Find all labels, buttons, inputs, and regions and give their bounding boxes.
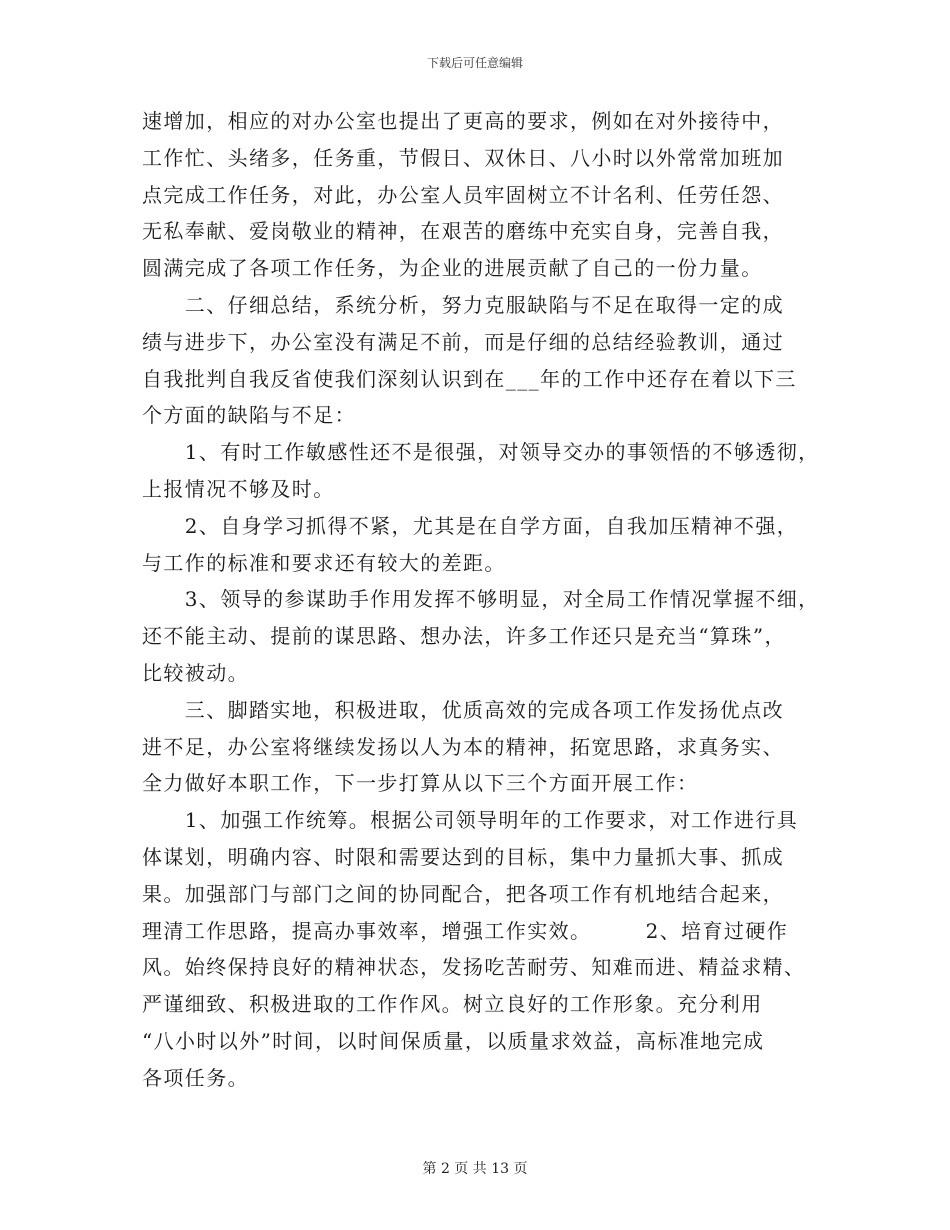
text-line: 严谨细致、积极进取的工作作风。树立良好的工作形象。充分利用: [142, 992, 763, 1017]
text-line: 1、有时工作敏感性还不是很强，对领导交办的事领悟的不够透彻，: [142, 440, 820, 465]
text-line: 工作忙、头绪多，任务重，节假日、双休日、八小时以外常常加班加: [142, 145, 784, 170]
text-line: 理清工作思路，提高办事效率，增强工作实效。 2、培育过硬作: [142, 918, 789, 943]
page-footer: 第 2 页 共 13 页: [422, 1161, 528, 1177]
text-line: 2、自身学习抓得不紧，尤其是在自学方面，自我加压精神不强，: [142, 513, 799, 538]
text-line: 绩与进步下，办公室没有满足不前，而是仔细的总结经验教训，通过: [142, 329, 784, 354]
page-header: 下载后可任意编辑: [426, 56, 523, 70]
text-line: 与工作的标准和要求还有较大的差距。: [142, 550, 506, 575]
document-body: [142, 110, 822, 1104]
text-line: 各项任务。: [142, 1065, 249, 1090]
text-line: 点完成工作任务，对此，办公室人员牢固树立不计名利、任劳任怨、: [142, 182, 784, 207]
text-line: 三、脚踏实地，积极进取，优质高效的完成各项工作发扬优点改: [142, 697, 784, 722]
text-line: 还不能主动、提前的谋思路、想办法，许多工作还只是充当“算珠”，: [142, 624, 786, 649]
text-line: 风。始终保持良好的精神状态，发扬吃苦耐劳、知难而进、精益求精、: [142, 955, 806, 980]
text-line: 果。加强部门与部门之间的协同配合，把各项工作有机地结合起来，: [142, 881, 784, 906]
text-line: 进不足，办公室将继续发扬以人为本的精神，拓宽思路，求真务实、: [142, 734, 784, 759]
text-line: 二、仔细总结，系统分析，努力克服缺陷与不足在取得一定的成: [142, 292, 784, 317]
text-line: 1、加强工作统筹。根据公司领导明年的工作要求，对工作进行具: [142, 808, 799, 833]
text-line: 个方面的缺陷与不足：: [142, 403, 356, 428]
text-line: 体谋划，明确内容、时限和需要达到的目标，集中力量抓大事、抓成: [142, 844, 784, 869]
text-line: 比较被动。: [142, 660, 249, 685]
text-line: 3、领导的参谋助手作用发挥不够明显，对全局工作情况掌握不细，: [142, 587, 820, 612]
text-line: 速增加，相应的对办公室也提出了更高的要求，例如在对外接待中，: [142, 109, 784, 133]
text-line: 圆满完成了各项工作任务，为企业的进展贡献了自己的一份力量。: [142, 256, 763, 281]
text-line: “八小时以外”时间，以时间保质量，以质量求效益，高标准地完成: [142, 1028, 765, 1053]
text-line: 无私奉献、爱岗敬业的精神，在艰苦的磨练中充实自身，完善自我，: [142, 219, 784, 244]
text-line: 自我批判自我反省使我们深刻认识到在___年的工作中还存在着以下三: [142, 366, 797, 391]
text-line: 全力做好本职工作，下一步打算从以下三个方面开展工作：: [142, 771, 699, 796]
text-line: 上报情况不够及时。: [142, 476, 335, 501]
